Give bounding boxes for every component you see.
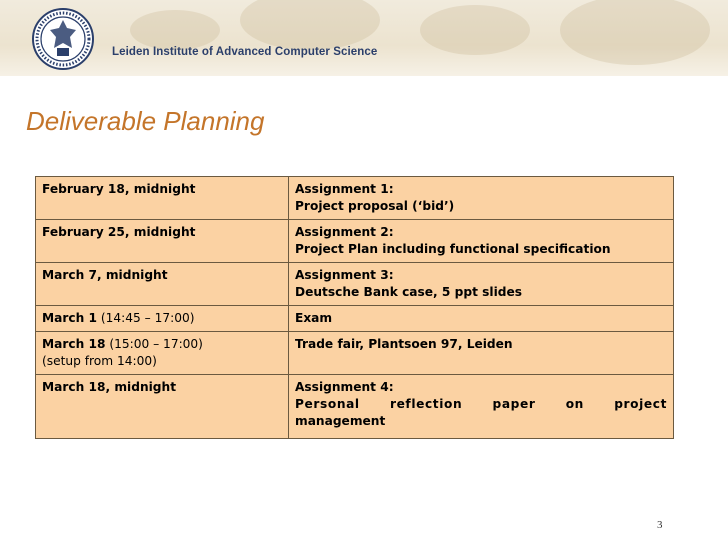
deliverable-title: Assignment 4: bbox=[295, 380, 394, 394]
deadline-cell bbox=[36, 220, 289, 263]
deliverable-detail: Project proposal (‘bid’) bbox=[295, 199, 455, 213]
deadline-cell bbox=[36, 263, 289, 306]
deliverable-title: Assignment 3: bbox=[295, 268, 394, 282]
university-seal-icon bbox=[32, 6, 94, 72]
deliverable-detail-continued: management bbox=[295, 414, 386, 428]
deadline-date: March 1 bbox=[42, 311, 97, 325]
deadline-date: March 18, midnight bbox=[42, 380, 177, 394]
table-row bbox=[36, 220, 674, 263]
institute-name: Leiden Institute of Advanced Computer Science bbox=[112, 46, 378, 58]
deliverable-cell bbox=[289, 306, 674, 332]
table-row bbox=[36, 332, 674, 375]
deadline-time: (14:45 – 17:00) bbox=[97, 311, 195, 325]
world-map-decoration bbox=[130, 10, 220, 50]
deadline-cell bbox=[36, 177, 289, 220]
deliverables-table bbox=[35, 176, 674, 439]
deadline-date: March 18 bbox=[42, 337, 106, 351]
deliverable-cell bbox=[289, 332, 674, 375]
deliverable-cell bbox=[289, 220, 674, 263]
deliverable-detail: Personal reflection paper on project bbox=[295, 397, 667, 411]
deliverable-cell bbox=[289, 177, 674, 220]
header-band bbox=[0, 0, 728, 76]
deliverable-title: Assignment 2: bbox=[295, 225, 394, 239]
deadline-date: February 25, midnight bbox=[42, 225, 196, 239]
deadline-time: (15:00 – 17:00) bbox=[105, 337, 203, 351]
deadline-date: March 7, midnight bbox=[42, 268, 168, 282]
page-title: Deliverable Planning bbox=[26, 106, 265, 136]
table-row bbox=[36, 177, 674, 220]
deliverable-cell bbox=[289, 263, 674, 306]
page-number: 3 bbox=[657, 519, 663, 531]
deadline-cell bbox=[36, 332, 289, 375]
deliverable-title: Trade fair, Plantsoen 97, Leiden bbox=[295, 337, 513, 351]
deadline-cell bbox=[36, 375, 289, 439]
world-map-decoration bbox=[240, 0, 380, 50]
deliverable-cell bbox=[289, 375, 674, 439]
table-row bbox=[36, 263, 674, 306]
world-map-decoration bbox=[420, 5, 530, 55]
deliverable-title: Assignment 1: bbox=[295, 182, 394, 196]
deadline-note: (setup from 14:00) bbox=[42, 354, 157, 368]
deadline-cell bbox=[36, 306, 289, 332]
deliverable-detail: Project Plan including functional specification bbox=[295, 242, 611, 256]
table-row bbox=[36, 306, 674, 332]
world-map-decoration bbox=[560, 0, 710, 65]
deliverable-title: Exam bbox=[295, 311, 333, 325]
table-row bbox=[36, 375, 674, 439]
deadline-date: February 18, midnight bbox=[42, 182, 196, 196]
deliverable-detail: Deutsche Bank case, 5 ppt slides bbox=[295, 285, 523, 299]
